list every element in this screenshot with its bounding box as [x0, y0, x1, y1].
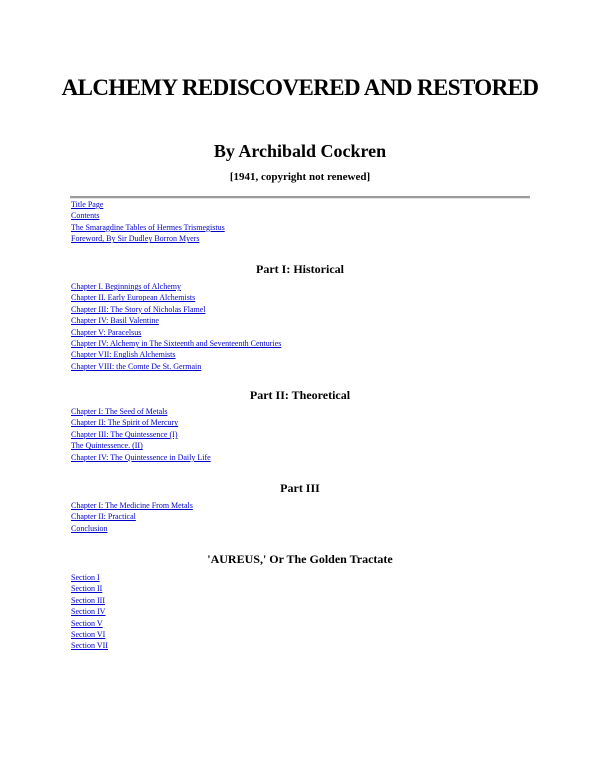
part-1-heading: Part I: Historical — [256, 262, 344, 276]
link-section-2[interactable]: Section II — [71, 584, 103, 594]
link-p1-chapter-6[interactable]: Chapter IV: Alchemy in The Sixteenth and Seventeenth Centuries — [71, 339, 282, 349]
list-item — [71, 429, 211, 440]
list-item — [71, 629, 108, 640]
list-item — [71, 281, 281, 292]
front-matter-links — [71, 199, 225, 245]
list-item — [71, 338, 281, 349]
list-item — [71, 640, 108, 651]
list-item — [71, 595, 108, 606]
page-title: ALCHEMY REDISCOVERED AND RESTORED — [61, 75, 539, 100]
list-item — [71, 523, 193, 534]
link-p1-chapter-5[interactable]: Chapter V: Paracelsus — [71, 327, 142, 337]
link-p3-chapter-1[interactable]: Chapter I: The Medicine From Metals — [71, 501, 193, 510]
list-item — [71, 572, 108, 583]
list-item — [71, 618, 108, 629]
link-p1-chapter-1[interactable]: Chapter I. Beginnings of Alchemy — [71, 282, 181, 291]
list-item — [71, 406, 211, 417]
list-item — [71, 292, 281, 303]
list-item — [71, 349, 281, 360]
link-p1-chapter-3[interactable]: Chapter III: The Story of Nicholas Flamel — [71, 304, 206, 314]
list-item — [71, 210, 225, 221]
list-item — [71, 315, 281, 326]
link-p2-chapter-4[interactable]: Chapter IV: The Quintessence in Daily Life — [71, 452, 211, 462]
link-p1-chapter-7[interactable]: Chapter VII: English Alchemists — [71, 350, 176, 360]
list-item — [71, 327, 281, 338]
link-p2-chapter-2[interactable]: Chapter II: The Spirit of Mercury — [71, 418, 179, 428]
link-section-5[interactable]: Section V — [71, 618, 103, 628]
list-item — [71, 304, 281, 315]
link-foreword[interactable]: Foreword, By Sir Dudley Borron Myers — [71, 234, 200, 244]
part-2-heading: Part II: Theoretical — [249, 388, 351, 402]
link-section-3[interactable]: Section III — [71, 595, 105, 605]
author-line: By Archibald Cockren — [213, 141, 387, 161]
list-item — [71, 511, 193, 522]
link-title-page[interactable]: Title Page — [71, 200, 104, 209]
link-section-1[interactable]: Section I — [71, 573, 100, 582]
list-item — [71, 199, 225, 210]
list-item — [71, 417, 211, 428]
link-p3-conclusion[interactable]: Conclusion — [71, 523, 108, 533]
link-contents[interactable]: Contents — [71, 211, 100, 221]
part-2-links — [71, 406, 211, 463]
link-p3-chapter-2[interactable]: Chapter II: Practical — [71, 512, 136, 522]
part-3-heading: Part III — [280, 481, 320, 495]
list-item — [71, 606, 108, 617]
list-item — [71, 222, 225, 233]
list-item — [71, 500, 193, 511]
list-item — [71, 440, 211, 451]
link-section-6[interactable]: Section VI — [71, 630, 106, 640]
list-item — [71, 233, 225, 244]
link-section-4[interactable]: Section IV — [71, 607, 106, 617]
list-item — [71, 583, 108, 594]
link-p1-chapter-8[interactable]: Chapter VIII: the Comte De St. Germain — [71, 361, 202, 371]
link-p1-chapter-4[interactable]: Chapter IV: Basil Valentine — [71, 316, 159, 326]
link-p2-quintessence-2[interactable]: The Quintessence. (II) — [71, 441, 143, 451]
aureus-heading: 'AUREUS,' Or The Golden Tractate — [207, 552, 393, 566]
aureus-links — [71, 572, 108, 652]
link-p2-chapter-3[interactable]: Chapter III: The Quintessence (I) — [71, 429, 178, 439]
link-p2-chapter-1[interactable]: Chapter I: The Seed of Metals — [71, 407, 168, 416]
copyright-note: [1941, copyright not renewed] — [229, 171, 371, 183]
part-3-links — [71, 500, 193, 534]
link-smaragdine-tables[interactable]: The Smaragdine Tables of Hermes Trismegistus — [71, 222, 225, 232]
part-1-links — [71, 281, 281, 372]
link-p1-chapter-2[interactable]: Chapter II. Early European Alchemists — [71, 293, 196, 303]
link-section-7[interactable]: Section VII — [71, 641, 108, 651]
list-item — [71, 452, 211, 463]
list-item — [71, 361, 281, 372]
